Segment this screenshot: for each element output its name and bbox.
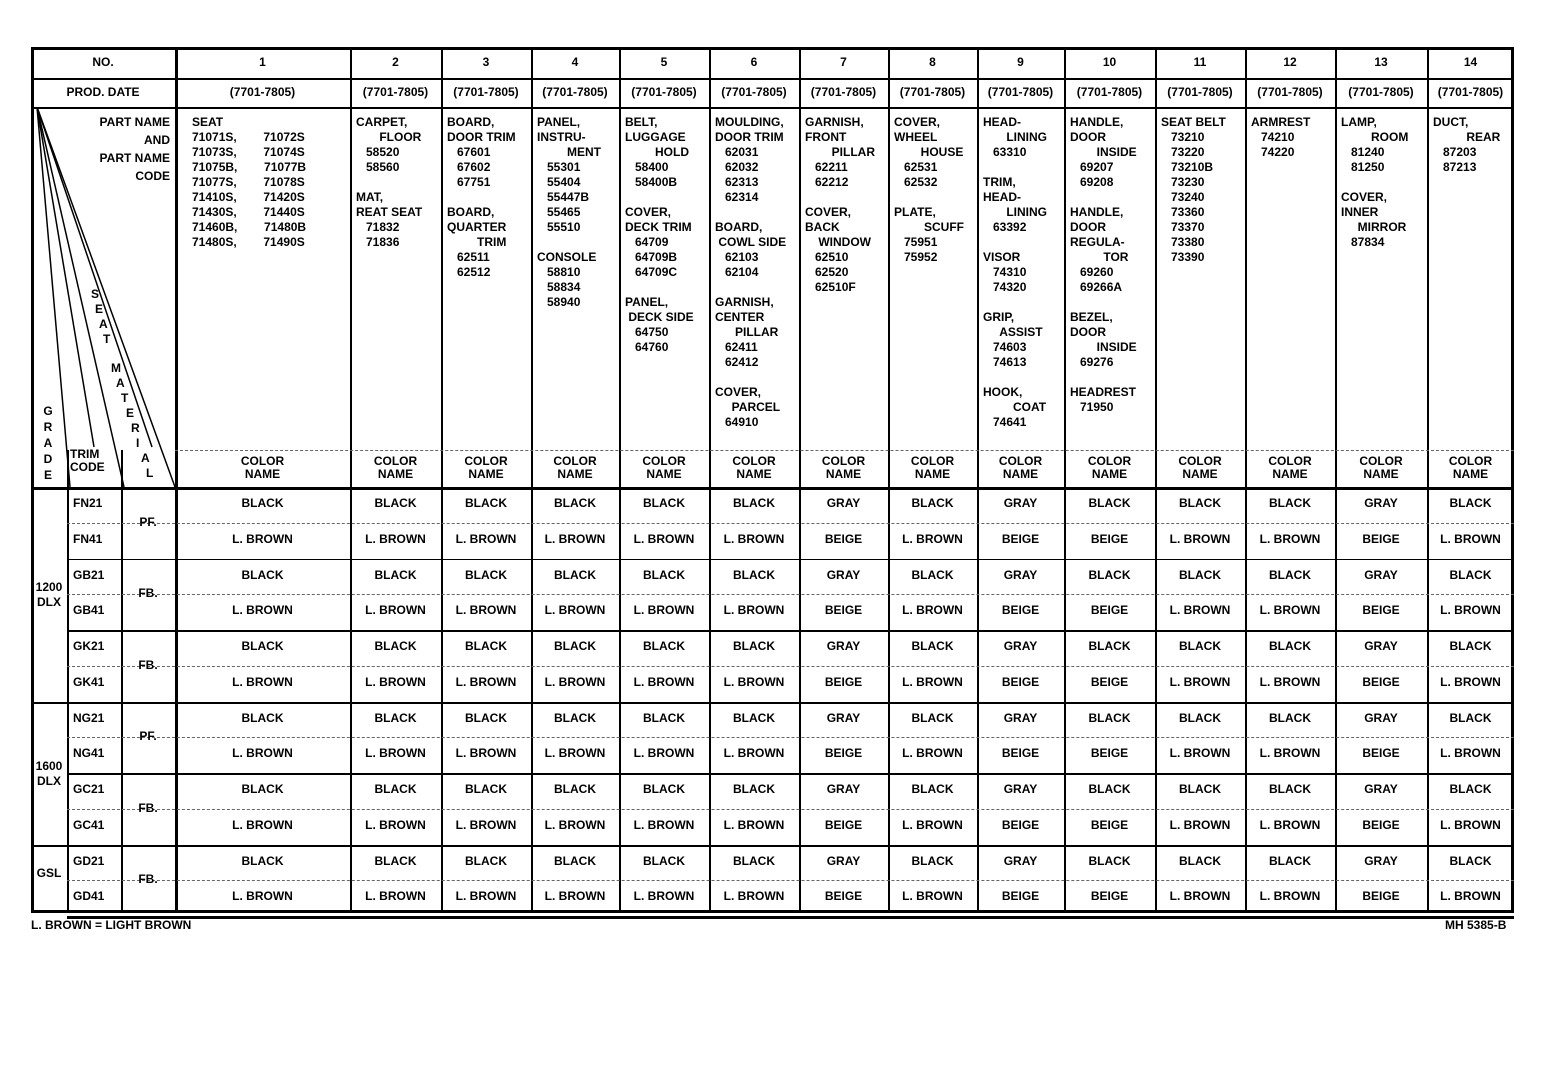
color-cell: L. BROWN bbox=[1259, 674, 1321, 689]
prod-date: (7701-7805) bbox=[362, 85, 429, 99]
row-divider bbox=[67, 594, 1514, 595]
color-cell: BLACK bbox=[1179, 853, 1221, 868]
color-cell: L. BROWN bbox=[1259, 817, 1321, 832]
color-cell: L. BROWN bbox=[1169, 603, 1231, 618]
column-number: 12 bbox=[1283, 55, 1297, 69]
color-name-label: COLOR NAME bbox=[464, 454, 508, 481]
prod-date: (7701-7805) bbox=[721, 85, 787, 99]
trim-code: GB41 bbox=[73, 603, 105, 618]
no-label: NO. bbox=[92, 55, 114, 69]
color-name-label: COLOR NAME bbox=[1448, 454, 1493, 481]
color-cell: L. BROWN bbox=[1259, 746, 1321, 761]
color-cell: L. BROWN bbox=[455, 889, 517, 904]
color-cell: L. BROWN bbox=[455, 746, 517, 761]
color-cell: L. BROWN bbox=[1440, 603, 1501, 618]
color-name-label: COLOR NAME bbox=[553, 454, 597, 481]
color-cell: BLACK bbox=[1088, 782, 1131, 796]
color-cell: BEIGE bbox=[1090, 817, 1129, 832]
color-cell: BLACK bbox=[1269, 853, 1311, 868]
color-cell: BLACK bbox=[1088, 853, 1131, 868]
color-cell: GRAY bbox=[826, 567, 861, 582]
trim-code: NG41 bbox=[73, 746, 105, 761]
color-cell: L. BROWN bbox=[633, 746, 695, 761]
color-cell: BLACK bbox=[1449, 710, 1492, 725]
diagonal-line bbox=[37, 107, 152, 447]
color-cell: BEIGE bbox=[1362, 531, 1400, 546]
rule bbox=[31, 845, 1514, 848]
color-cell: L. BROWN bbox=[1169, 531, 1231, 546]
color-cell: BLACK bbox=[643, 710, 685, 725]
color-cell: L. BROWN bbox=[1440, 746, 1501, 761]
color-cell: L. BROWN bbox=[365, 531, 426, 546]
color-cell: BEIGE bbox=[1090, 531, 1129, 546]
color-cell: BLACK bbox=[733, 710, 775, 725]
color-cell: GRAY bbox=[1003, 496, 1038, 510]
color-cell: BEIGE bbox=[824, 531, 863, 546]
column-number: 9 bbox=[1017, 55, 1024, 69]
color-cell: BLACK bbox=[465, 567, 507, 582]
color-cell: BLACK bbox=[465, 853, 507, 868]
part-name-label: PART NAME AND PART NAME CODE bbox=[99, 115, 170, 183]
color-cell: BLACK bbox=[643, 639, 685, 653]
grade-name: 1600 DLX bbox=[35, 759, 63, 788]
color-cell: BEIGE bbox=[1090, 674, 1129, 689]
color-cell: L. BROWN bbox=[902, 603, 963, 618]
diagonal-header-lines bbox=[34, 107, 178, 487]
color-cell: BLACK bbox=[554, 782, 596, 796]
column-number: 6 bbox=[750, 55, 758, 69]
prod-date: (7701-7805) bbox=[1167, 85, 1233, 99]
prod-date: (7701-7805) bbox=[229, 85, 296, 99]
row-divider bbox=[67, 523, 1514, 524]
color-cell: GRAY bbox=[1003, 567, 1038, 582]
color-cell: L. BROWN bbox=[455, 817, 517, 832]
color-name-label: COLOR NAME bbox=[240, 454, 285, 481]
color-cell: BLACK bbox=[1449, 567, 1492, 582]
color-cell: BEIGE bbox=[1001, 817, 1040, 832]
color-cell: GRAY bbox=[1364, 782, 1398, 796]
color-cell: BLACK bbox=[554, 710, 596, 725]
color-cell: L. BROWN bbox=[1169, 817, 1231, 832]
part-name-list: SEAT BELT 73210 73220 73210B 73230 73240 73360 73370 73380 73390 bbox=[1161, 115, 1226, 264]
color-cell: BEIGE bbox=[1362, 746, 1400, 761]
prod-date: (7701-7805) bbox=[987, 85, 1054, 99]
color-cell: GRAY bbox=[826, 782, 861, 796]
color-cell: L. BROWN bbox=[232, 603, 293, 618]
color-cell: BLACK bbox=[374, 853, 417, 868]
color-cell: L. BROWN bbox=[455, 531, 517, 546]
color-cell: BLACK bbox=[1179, 710, 1221, 725]
color-cell: L. BROWN bbox=[723, 817, 785, 832]
part-name-list: GARNISH, FRONT PILLAR 62211 62212 COVER, BACK WINDOW 62510 62520 62510F bbox=[805, 115, 876, 294]
color-cell: BEIGE bbox=[1362, 889, 1400, 904]
seat-material: FB. bbox=[138, 800, 158, 815]
color-cell: L. BROWN bbox=[365, 674, 426, 689]
part-name-list: BOARD, DOOR TRIM 67601 67602 67751 BOARD, QUARTER TRIM 62511 62512 bbox=[447, 115, 516, 279]
color-cell: L. BROWN bbox=[455, 674, 517, 689]
part-name-list: CARPET, FLOOR 58520 58560 MAT, REAT SEAT 71832 71836 bbox=[356, 115, 423, 249]
color-cell: GRAY bbox=[826, 710, 861, 725]
color-cell: GRAY bbox=[1364, 567, 1398, 582]
color-cell: L. BROWN bbox=[365, 746, 426, 761]
color-cell: GRAY bbox=[1364, 639, 1398, 653]
part-name-list: COVER, WHEEL HOUSE 62531 62532 PLATE, SCUFF 75951 75952 bbox=[894, 115, 965, 264]
color-cell: L. BROWN bbox=[1169, 889, 1231, 904]
color-cell: BLACK bbox=[643, 782, 685, 796]
color-name-label: COLOR NAME bbox=[821, 454, 866, 481]
color-cell: L. BROWN bbox=[633, 531, 695, 546]
footnote: L. BROWN = LIGHT BROWN bbox=[31, 918, 192, 932]
rule bbox=[31, 78, 1514, 80]
part-name-list: PANEL, INSTRU- MENT 55301 55404 55447B 55465 55510 CONSOLE 58810 58834 58940 bbox=[537, 115, 602, 309]
color-cell: BLACK bbox=[241, 853, 284, 868]
color-cell: BLACK bbox=[1449, 782, 1492, 796]
color-cell: BEIGE bbox=[1001, 531, 1040, 546]
color-cell: BLACK bbox=[1179, 496, 1221, 510]
color-cell: BLACK bbox=[465, 710, 507, 725]
color-cell: BEIGE bbox=[1362, 603, 1400, 618]
color-cell: BLACK bbox=[1449, 496, 1492, 510]
color-cell: L. BROWN bbox=[544, 746, 606, 761]
color-cell: L. BROWN bbox=[1169, 746, 1231, 761]
color-cell: L. BROWN bbox=[232, 889, 293, 904]
part-name-list: DUCT, REAR 87203 87213 bbox=[1433, 115, 1501, 174]
trim-code: GD41 bbox=[73, 889, 105, 904]
color-cell: GRAY bbox=[1003, 639, 1038, 653]
color-cell: L. BROWN bbox=[232, 817, 293, 832]
color-cell: L. BROWN bbox=[232, 531, 293, 546]
color-cell: BLACK bbox=[1269, 567, 1311, 582]
color-cell: BLACK bbox=[241, 710, 284, 725]
color-name-label: COLOR NAME bbox=[1087, 454, 1132, 481]
trim-code-label: TRIM CODE bbox=[70, 447, 105, 474]
color-name-label: COLOR NAME bbox=[910, 454, 955, 481]
color-cell: BLACK bbox=[911, 639, 954, 653]
color-cell: BLACK bbox=[911, 567, 954, 582]
color-cell: BLACK bbox=[1449, 853, 1492, 868]
trim-code: GC41 bbox=[73, 817, 105, 832]
column-number: 2 bbox=[392, 55, 399, 69]
color-cell: GRAY bbox=[1364, 853, 1398, 868]
column-number: 5 bbox=[660, 55, 668, 69]
color-cell: BLACK bbox=[643, 567, 685, 582]
prod-date: (7701-7805) bbox=[1257, 85, 1323, 99]
color-cell: BLACK bbox=[554, 639, 596, 653]
color-cell: L. BROWN bbox=[902, 674, 963, 689]
part-name-list: SEAT 71071S, 71072S 71073S, 71074S 71075B, 71077B 71077S, 71078S 71410S, 71420S 71430S, 71440S 71460B, 71480B 71480S, 71490S bbox=[192, 115, 307, 249]
trim-code: GK41 bbox=[73, 674, 105, 689]
color-cell: BLACK bbox=[374, 567, 417, 582]
color-cell: BLACK bbox=[1269, 710, 1311, 725]
trim-color-table: NO. PROD. DATE 1 (7701-7805) SEAT 71071S, 71072S 71073S, 71074S 71075B, 71077B 71077S, 71078S 71410S, 71420S 71430S, 71440S 71460B, 71480B 71480S, 71490S COLOR NAME 2 (7701-7805) CARPET, FLOOR 58520 58560 MAT, REAT SEAT 71832 71836 COLOR NAME 3 (7701-7805) BOARD, DOOR TRIM 67601 67602 67751 BOARD, QUARTER TRIM 62511 62512 COLOR NAME 4 (7701-7805) PANEL, INSTRU- MENT 55301 55404 55447B 55465 55510 CONSOLE 58810 58834 58940 COLOR NAME 5 (7701-7805) BELT, LUGGAGE HOLD 58400 58400B COVER, DECK TRIM 64709 64709B 64709C PANEL, DECK SIDE 64750 64760 COLOR NAME 6 (7701-7805) MOULDING, DOOR TRIM 62031 62032 62313 62314 BOARD, COWL SIDE 62103 62104 GARNISH, CENTER PILLAR 62411 62412 COVER, PARCEL 64910 COLOR NAME 7 (7701-7805) GARNISH, FRONT PILLAR 62211 62212 COVER, BACK WINDOW 62510 62520 62510F COLOR NAME 8 (7701-7805) COVER, WHEEL HOUSE 62531 62532 PLATE, SCUFF 75951 75952 COLOR NAME 9 (7701-7805) HEAD- LINING 63310 TRIM, HEAD- LINING 63392 VISOR 74310 74320 GRIP, ASSIST 74603 74613 HOOK, COAT 74641 COLOR NAME 10 (7701-7805) HANDLE, DOOR INSIDE 69207 69208 HANDLE, DOOR REGULA- TOR 69260 69266A BEZEL, DOOR INSIDE 69276 HEADREST 71950 COLOR NAME 11 (7701-7805) SEAT BELT 73210 73220 73210B 73230 73240 73360 73370 73380 73390 COLOR NAME 12 (7701-7805) ARMREST 74210 74220 COLOR NAME 13 (7701-7805) LAMP, ROOM 81240 81250 COVER, INNER MIRROR 87834 COLOR NAME 14 (7701-7805) DUCT, REAR 87203 87213 COLOR NAME PART NAME AND PART NAME CODE G R A D E TRIM CODE S E A T M A T E R I A L FN21 BLACK BLACK BLACK BLACK BLACK BLACK GRAY BLACK GRAY BLACK BLACK BLACK GRAY BLACK FN41 L. BROWN L. BROWN L. BROWN L. BROWN L. BROWN L. BROWN BEIGE L. BROWN BEIGE BEIGE L. BROWN L. BROWN BEIGE L. BROWN PF. GB21 BLACK BLACK BLACK BLACK BLACK BLACK GRAY BLACK GRAY BLACK BLACK BLACK GRAY BLACK GB41 L. BROWN L. BROWN L. BROWN L. BROWN L. BROWN L. BROWN BEIGE L. BROWN BEIGE BEIGE L. BROWN L. BROWN BEIGE L. BROWN FB. GK21 BLACK BLACK BLACK BLACK BLACK BLACK GRAY BLACK GRAY BLACK BLACK BLACK GRAY BLACK GK41 L. BROWN L. BROWN L. BROWN L. BROWN L. BROWN L. BROWN BEIGE L. BROWN BEIGE BEIGE L. BROWN L. BROWN BEIGE L. BROWN FB. 1200 DLX NG21 BLACK BLACK BLACK BLACK BLACK BLACK GRAY BLACK GRAY BLACK BLACK BLACK GRAY BLACK NG41 L. BROWN L. BROWN L. BROWN L. BROWN L. BROWN L. BROWN BEIGE L. BROWN BEIGE BEIGE L. BROWN L. BROWN BEIGE L. BROWN PF. GC21 BLACK BLACK BLACK BLACK BLACK BLACK GRAY BLACK GRAY BLACK BLACK BLACK GRAY BLACK GC41 L. BROWN L. BROWN L. BROWN L. BROWN L. BROWN L. BROWN BEIGE L. BROWN BEIGE BEIGE L. BROWN L. BROWN BEIGE L. BROWN FB. 1600 DLX GD21 BLACK BLACK BLACK BLACK BLACK BLACK GRAY BLACK GRAY BLACK BLACK BLACK GRAY BLACK GD41 L. BROWN L. BROWN L. BROWN L. BROWN L. BROWN L. BROWN BEIGE L. BROWN BEIGE BEIGE L. BROWN L. BROWN BEIGE L. BROWN FB. GSL bbox=[31, 47, 1514, 913]
color-cell: GRAY bbox=[1003, 782, 1038, 796]
seat-material: FB. bbox=[138, 872, 158, 887]
color-cell: L. BROWN bbox=[902, 746, 963, 761]
color-cell: L. BROWN bbox=[544, 674, 606, 689]
color-cell: L. BROWN bbox=[902, 889, 963, 904]
column-number: 3 bbox=[482, 55, 490, 69]
color-cell: GRAY bbox=[826, 639, 861, 653]
color-cell: GRAY bbox=[1003, 710, 1038, 725]
color-cell: BEIGE bbox=[824, 889, 863, 904]
color-cell: BLACK bbox=[1269, 782, 1311, 796]
part-name-list: BELT, LUGGAGE HOLD 58400 58400B COVER, DECK TRIM 64709 64709B 64709C PANEL, DECK SIDE 64750 64760 bbox=[625, 115, 694, 354]
color-cell: BLACK bbox=[1179, 639, 1221, 653]
color-cell: BLACK bbox=[465, 639, 507, 653]
column-number: 1 bbox=[259, 55, 266, 69]
color-cell: BEIGE bbox=[824, 817, 863, 832]
color-cell: L. BROWN bbox=[1259, 889, 1321, 904]
part-name-list: LAMP, ROOM 81240 81250 COVER, INNER MIRROR 87834 bbox=[1341, 115, 1409, 249]
column-number: 10 bbox=[1102, 55, 1117, 69]
color-cell: L. BROWN bbox=[365, 603, 426, 618]
part-name-list: MOULDING, DOOR TRIM 62031 62032 62313 62314 BOARD, COWL SIDE 62103 62104 GARNISH, CENTER PILLAR 62411 62412 COVER, PARCEL 64910 bbox=[715, 115, 787, 429]
color-cell: BEIGE bbox=[824, 674, 863, 689]
column-number: 8 bbox=[929, 55, 936, 69]
row-divider bbox=[175, 450, 1514, 451]
part-name-list: HEAD- LINING 63310 TRIM, HEAD- LINING 63392 VISOR 74310 74320 GRIP, ASSIST 74603 74613 HOOK, COAT 74641 bbox=[983, 115, 1048, 429]
color-cell: L. BROWN bbox=[633, 603, 695, 618]
color-cell: BLACK bbox=[733, 782, 775, 796]
color-cell: L. BROWN bbox=[902, 817, 963, 832]
color-cell: BLACK bbox=[554, 496, 596, 510]
color-cell: GRAY bbox=[826, 853, 861, 868]
color-name-label: COLOR NAME bbox=[1178, 454, 1222, 481]
row-divider bbox=[67, 666, 1514, 667]
prod-date: (7701-7805) bbox=[453, 85, 519, 99]
color-cell: L. BROWN bbox=[455, 603, 517, 618]
rule bbox=[67, 630, 1514, 632]
prod-date: (7701-7805) bbox=[1437, 85, 1504, 99]
color-cell: BLACK bbox=[911, 853, 954, 868]
color-cell: BLACK bbox=[241, 496, 284, 510]
trim-code: FN21 bbox=[73, 496, 103, 510]
prod-date: (7701-7805) bbox=[1076, 85, 1143, 99]
color-cell: BEIGE bbox=[1090, 889, 1129, 904]
color-name-label: COLOR NAME bbox=[998, 454, 1043, 481]
color-cell: BLACK bbox=[911, 782, 954, 796]
color-cell: BEIGE bbox=[1362, 817, 1400, 832]
color-cell: BLACK bbox=[241, 639, 284, 653]
color-cell: BLACK bbox=[1449, 639, 1492, 653]
color-cell: L. BROWN bbox=[723, 889, 785, 904]
column-number: 13 bbox=[1374, 55, 1388, 69]
color-cell: BEIGE bbox=[1001, 674, 1040, 689]
column-number: 11 bbox=[1193, 55, 1207, 69]
grade-name: GSL bbox=[36, 866, 62, 881]
color-cell: L. BROWN bbox=[1169, 674, 1231, 689]
color-cell: BLACK bbox=[374, 639, 417, 653]
grade-name: 1200 DLX bbox=[35, 580, 63, 610]
prod-date: (7701-7805) bbox=[1348, 85, 1414, 99]
color-cell: BLACK bbox=[241, 782, 284, 796]
color-cell: GRAY bbox=[826, 496, 861, 510]
color-cell: BEIGE bbox=[1001, 603, 1040, 618]
color-cell: L. BROWN bbox=[544, 889, 606, 904]
trim-code: GB21 bbox=[73, 567, 105, 582]
color-cell: BLACK bbox=[733, 853, 775, 868]
color-cell: BLACK bbox=[911, 496, 954, 510]
color-cell: BLACK bbox=[1088, 567, 1131, 582]
color-cell: L. BROWN bbox=[1440, 531, 1501, 546]
color-cell: BLACK bbox=[374, 710, 417, 725]
color-cell: L. BROWN bbox=[365, 817, 426, 832]
color-cell: BLACK bbox=[733, 639, 775, 653]
color-cell: L. BROWN bbox=[723, 674, 785, 689]
color-cell: BLACK bbox=[1088, 639, 1131, 653]
row-divider bbox=[67, 809, 1514, 810]
color-cell: L. BROWN bbox=[633, 817, 695, 832]
prod-date: (7701-7805) bbox=[631, 85, 697, 99]
color-cell: BEIGE bbox=[1090, 603, 1129, 618]
column-number: 14 bbox=[1463, 55, 1478, 69]
color-name-label: COLOR NAME bbox=[732, 454, 776, 481]
color-cell: BLACK bbox=[911, 710, 954, 725]
color-cell: L. BROWN bbox=[723, 603, 785, 618]
trim-code: FN41 bbox=[73, 531, 103, 546]
prod-date: (7701-7805) bbox=[542, 85, 608, 99]
color-cell: L. BROWN bbox=[1440, 674, 1501, 689]
row-divider bbox=[67, 737, 1514, 738]
trim-code: NG21 bbox=[73, 710, 105, 725]
rule bbox=[67, 487, 69, 913]
color-cell: BLACK bbox=[374, 782, 417, 796]
seat-material: FB. bbox=[138, 586, 158, 601]
color-cell: L. BROWN bbox=[723, 531, 785, 546]
color-name-label: COLOR NAME bbox=[642, 454, 686, 481]
color-cell: GRAY bbox=[1003, 853, 1038, 868]
color-cell: GRAY bbox=[1364, 496, 1398, 510]
color-name-label: COLOR NAME bbox=[1268, 454, 1312, 481]
column-number: 4 bbox=[571, 55, 579, 69]
color-cell: BEIGE bbox=[1362, 674, 1400, 689]
color-cell: L. BROWN bbox=[633, 889, 695, 904]
color-cell: BLACK bbox=[1088, 710, 1131, 725]
color-cell: L. BROWN bbox=[544, 603, 606, 618]
rule bbox=[67, 773, 1514, 775]
trim-code: GD21 bbox=[73, 853, 105, 868]
color-cell: L. BROWN bbox=[232, 746, 293, 761]
seat-material: PF. bbox=[139, 514, 157, 529]
color-name-label: COLOR NAME bbox=[373, 454, 418, 481]
color-cell: L. BROWN bbox=[1440, 817, 1501, 832]
figure-code: MH 5385-B bbox=[1445, 918, 1507, 932]
color-cell: L. BROWN bbox=[633, 674, 695, 689]
prod-date: (7701-7805) bbox=[810, 85, 877, 99]
color-cell: BLACK bbox=[554, 567, 596, 582]
color-cell: BLACK bbox=[465, 782, 507, 796]
color-cell: BLACK bbox=[1179, 782, 1221, 796]
color-name-label: COLOR NAME bbox=[1359, 454, 1403, 481]
color-cell: BLACK bbox=[1088, 496, 1131, 510]
rule bbox=[67, 559, 1514, 561]
prod-date-label: PROD. DATE bbox=[66, 85, 140, 99]
diagonal-line bbox=[37, 107, 94, 447]
color-cell: BLACK bbox=[241, 567, 284, 582]
color-cell: BEIGE bbox=[1001, 889, 1040, 904]
color-cell: L. BROWN bbox=[544, 531, 606, 546]
prod-date: (7701-7805) bbox=[899, 85, 966, 99]
rule bbox=[175, 107, 1514, 109]
color-cell: BLACK bbox=[643, 853, 685, 868]
color-cell: BLACK bbox=[374, 496, 417, 510]
diagonal-line bbox=[37, 107, 175, 487]
color-cell: L. BROWN bbox=[232, 674, 293, 689]
color-cell: L. BROWN bbox=[723, 746, 785, 761]
column-number: 7 bbox=[840, 55, 847, 69]
color-cell: L. BROWN bbox=[1440, 889, 1501, 904]
color-cell: L. BROWN bbox=[1259, 603, 1321, 618]
color-cell: L. BROWN bbox=[365, 889, 426, 904]
grade-label: G R A D E bbox=[43, 404, 53, 482]
color-cell: BLACK bbox=[643, 496, 685, 510]
color-cell: BLACK bbox=[1269, 496, 1311, 510]
trim-code: GK21 bbox=[73, 639, 105, 653]
part-name-list: HANDLE, DOOR INSIDE 69207 69208 HANDLE, DOOR REGULA- TOR 69260 69266A BEZEL, DOOR INSIDE 69276 HEADREST 71950 bbox=[1070, 115, 1137, 414]
color-cell: BLACK bbox=[554, 853, 596, 868]
color-cell: BEIGE bbox=[824, 746, 863, 761]
trim-code: GC21 bbox=[73, 782, 105, 796]
color-cell: L. BROWN bbox=[1259, 531, 1321, 546]
rule bbox=[31, 702, 1514, 705]
seat-material: PF. bbox=[139, 729, 157, 744]
rule bbox=[31, 487, 1514, 490]
part-name-list: ARMREST 74210 74220 bbox=[1251, 115, 1311, 159]
color-cell: BEIGE bbox=[824, 603, 863, 618]
rule bbox=[67, 916, 1514, 919]
color-cell: BEIGE bbox=[1090, 746, 1129, 761]
color-cell: BLACK bbox=[733, 567, 775, 582]
color-cell: BLACK bbox=[1179, 567, 1221, 582]
row-divider bbox=[67, 880, 1514, 881]
color-cell: BLACK bbox=[1269, 639, 1311, 653]
color-cell: L. BROWN bbox=[544, 817, 606, 832]
color-cell: BEIGE bbox=[1001, 746, 1040, 761]
color-cell: GRAY bbox=[1364, 710, 1398, 725]
color-cell: BLACK bbox=[733, 496, 775, 510]
color-cell: BLACK bbox=[465, 496, 507, 510]
color-cell: L. BROWN bbox=[902, 531, 963, 546]
seat-material: FB. bbox=[138, 657, 158, 672]
